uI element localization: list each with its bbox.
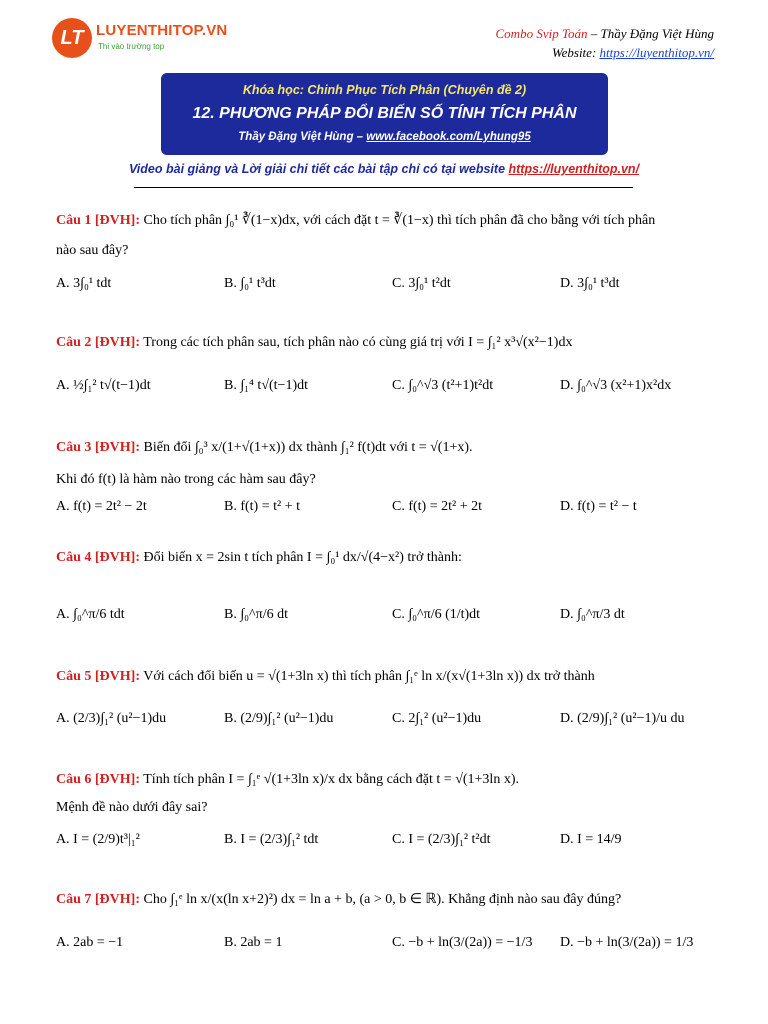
video-notice-text: Video bài giảng và Lời giải chi tiết các bài tập chỉ có tại website	[128, 162, 509, 176]
option-a[interactable]: A. I = (2/9)t³|₁²	[56, 832, 140, 847]
question-3	[56, 440, 716, 488]
option-c[interactable]: C. 3∫₀¹ t²dt	[392, 276, 451, 291]
website-label: Website:	[551, 45, 600, 60]
question-text: Cho tích phân ∫₀¹ ∛(1−x)dx, với cách đặt t = ∛(1−x) thì tích phân đã cho bằng với tích phân	[143, 213, 656, 228]
option-d[interactable]: D. ∫₀^√3 (x²+1)x²dx	[560, 378, 672, 393]
question-label: Câu 6 [ĐVH]:	[56, 772, 140, 787]
combo-author: – Thầy Đặng Việt Hùng	[587, 26, 714, 41]
question-7	[56, 891, 716, 908]
combo-title: Combo Svip Toán	[495, 26, 588, 41]
question-label: Câu 2 [ĐVH]:	[56, 335, 140, 350]
option-b[interactable]: B. ∫₀¹ t³dt	[224, 276, 276, 291]
video-notice	[0, 162, 768, 176]
question-text: Trong các tích phân sau, tích phân nào có cùng giá trị với I = ∫₁² x³√(x²−1)dx	[143, 335, 573, 350]
lesson-title: 12. PHƯƠNG PHÁP ĐỔI BIẾN SỐ TÍNH TÍCH PHÂN	[192, 105, 577, 122]
question-text: Với cách đổi biến u = √(1+3ln x) thì tích phân ∫₁ᵉ ln x/(x√(1+3ln x)) dx trở thành	[143, 669, 595, 684]
question-label: Câu 1 [ĐVH]:	[56, 213, 140, 228]
question-text: Tính tích phân I = ∫₁ᵉ √(1+3ln x)/x dx bằng cách đặt t = √(1+3ln x).	[143, 772, 519, 787]
option-c[interactable]: C. ∫₀^√3 (t²+1)t²dt	[392, 378, 494, 393]
option-a[interactable]: A. (2/3)∫₁² (u²−1)du	[56, 711, 167, 726]
question-1	[56, 212, 716, 259]
option-b[interactable]: B. f(t) = t² + t	[224, 499, 300, 514]
option-b[interactable]: B. 2ab = 1	[224, 935, 283, 950]
option-a[interactable]: A. ∫₀^π/6 tdt	[56, 607, 125, 622]
logo-tagline: Thi vào trường top	[98, 42, 165, 51]
option-b[interactable]: B. ∫₁⁴ t√(t−1)dt	[224, 378, 309, 393]
question-label: Câu 3 [ĐVH]:	[56, 440, 140, 455]
option-c[interactable]: C. ∫₀^π/6 (1/t)dt	[392, 607, 481, 622]
option-a[interactable]: A. ½∫₁² t√(t−1)dt	[56, 378, 151, 393]
question-label: Câu 5 [ĐVH]:	[56, 669, 140, 684]
option-d[interactable]: D. f(t) = t² − t	[560, 499, 637, 514]
option-c[interactable]: C. I = (2/3)∫₁² t²dt	[392, 832, 491, 847]
divider	[134, 187, 633, 188]
question-5	[56, 669, 716, 685]
question-text-continued: Mệnh đề nào dưới đây sai?	[56, 800, 208, 815]
question-text-continued: nào sau đây?	[56, 243, 129, 258]
course-name: Khóa học: Chinh Phục Tích Phân (Chuyên đề 2)	[242, 83, 527, 97]
option-c[interactable]: C. f(t) = 2t² + 2t	[392, 499, 482, 514]
question-2	[56, 335, 716, 351]
option-a[interactable]: A. f(t) = 2t² − 2t	[56, 499, 147, 514]
header-info	[496, 24, 714, 62]
question-text: Biến đổi ∫₀³ x/(1+√(1+x)) dx thành ∫₁² f(t)dt với t = √(1+x).	[143, 440, 473, 455]
option-a[interactable]: A. 2ab = −1	[56, 935, 124, 950]
question-text: Cho ∫₁ᵉ ln x/(x(ln x+2)²) dx = ln a + b, (a > 0, b ∈ ℝ). Khẳng định nào sau đây đúng?	[143, 892, 622, 907]
option-a[interactable]: A. 3∫₀¹ tdt	[56, 276, 112, 291]
website-link[interactable]: https://luyenthitop.vn/	[599, 45, 714, 60]
question-label: Câu 4 [ĐVH]:	[56, 550, 140, 565]
facebook-link[interactable]: www.facebook.com/Lyhung95	[366, 131, 531, 143]
option-c[interactable]: C. 2∫₁² (u²−1)du	[392, 711, 482, 726]
option-b[interactable]: B. I = (2/3)∫₁² tdt	[224, 832, 319, 847]
question-text: Đổi biến x = 2sin t tích phân I = ∫₀¹ dx/√(4−x²) trở thành:	[143, 550, 462, 565]
option-d[interactable]: D. I = 14/9	[560, 832, 622, 847]
video-notice-link[interactable]: https://luyenthitop.vn/	[508, 162, 640, 176]
option-d[interactable]: D. ∫₀^π/3 dt	[560, 607, 625, 622]
question-label: Câu 7 [ĐVH]:	[56, 892, 140, 907]
question-6	[56, 772, 716, 816]
course-banner	[161, 73, 608, 155]
question-4	[56, 550, 716, 566]
author-line	[161, 131, 608, 143]
site-logo[interactable]	[52, 18, 232, 60]
logo-mark-icon: LT	[52, 18, 92, 58]
option-b[interactable]: B. (2/9)∫₁² (u²−1)du	[224, 711, 334, 726]
question-text-continued: Khi đó f(t) là hàm nào trong các hàm sau đây?	[56, 472, 316, 487]
option-b[interactable]: B. ∫₀^π/6 dt	[224, 607, 288, 622]
option-d[interactable]: D. (2/9)∫₁² (u²−1)/u du	[560, 711, 685, 726]
author-name: Thầy Đặng Việt Hùng –	[238, 131, 367, 143]
option-c[interactable]: C. −b + ln(3/(2a)) = −1/3	[392, 935, 533, 950]
option-d[interactable]: D. 3∫₀¹ t³dt	[560, 276, 620, 291]
logo-text: LUYENTHITOP.VN	[96, 22, 228, 39]
option-d[interactable]: D. −b + ln(3/(2a)) = 1/3	[560, 935, 694, 950]
